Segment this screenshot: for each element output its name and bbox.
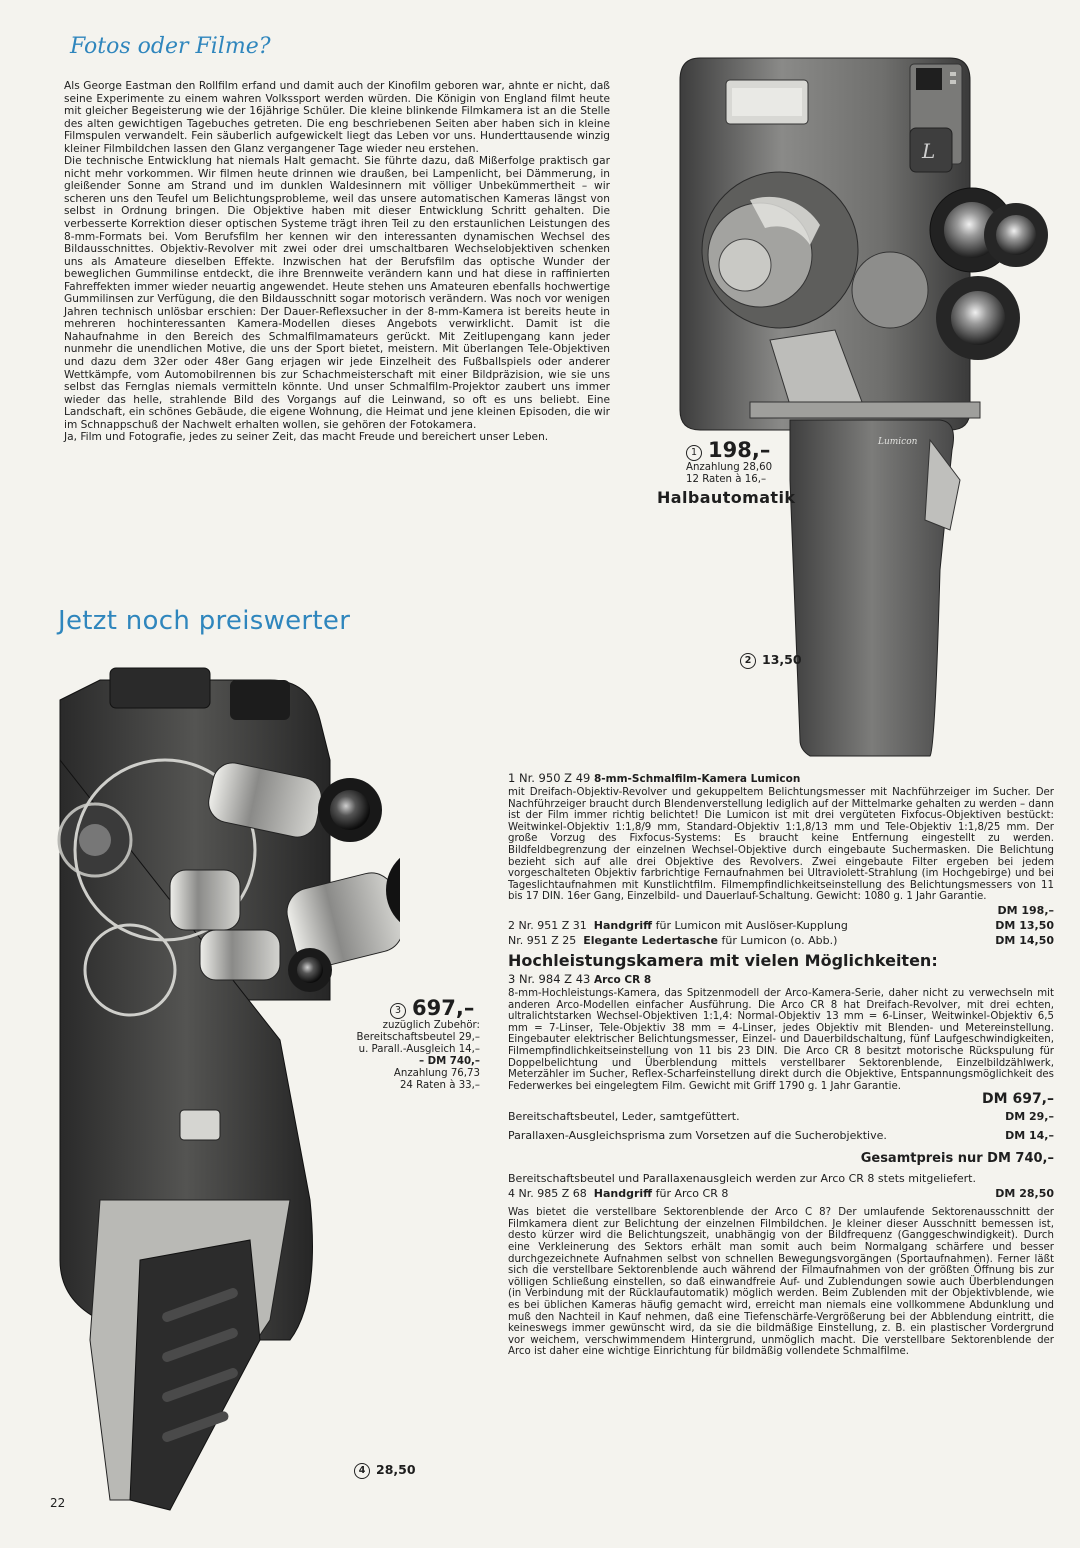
- intro-paragraph: Ja, Film und Fotografie, jedes zu seiner Zeit, das macht Freude und bereichert unser Leben.: [64, 431, 549, 444]
- callout-price: 13,50: [762, 652, 802, 667]
- acc1-desc: Bereitschaftsbeutel, Leder, samtgefüttert.: [508, 1110, 740, 1124]
- item2-title: Handgriff: [593, 918, 653, 932]
- item3-number: 3 Nr. 984 Z 43: [508, 971, 591, 986]
- callout-line: 24 Raten à 33,–: [399, 1080, 480, 1091]
- section-title: Jetzt noch preiswerter: [58, 606, 351, 636]
- intro-title: Fotos oder Filme?: [70, 34, 271, 59]
- item1-title: 8-mm-Schmalfilm-Kamera Lumicon: [594, 773, 801, 785]
- item2-number: 2 Nr. 951 Z 31: [508, 918, 587, 932]
- item4-number: 4 Nr. 985 Z 68: [508, 1187, 587, 1201]
- page-number: 22: [50, 1496, 66, 1510]
- item3-price-row: [508, 1092, 1054, 1107]
- callout-line: zuzüglich Zubehör:: [382, 1020, 480, 1031]
- callout-down-payment: Anzahlung 28,60: [686, 462, 773, 473]
- item1-heading: [508, 770, 1054, 787]
- halbautomatik-label: Halbautomatik: [657, 488, 796, 507]
- item3-description: 8-mm-Hochleistungs-Kamera, das Spitzenmodell der Arco-Kamera-Serie, daher nicht zu verwechseln mit anderen Arco-Modellen einfacher Ausführung. Die Arco CR 8 hat Dreifach-Revolver, mit drei echten, ultralichtstarken Wechsel-Objektiven 1:1,4: Normal-Objektiv 13 mm = 6-Linser, Weitwinkel-Objektiv 6,5 mm = 7-Linser, Tele-Objektiv 38 mm = 4-Linser, jedes Objektiv mit Blenden- und Metereinstellung. Eingebauter elektrischer Belichtungsmesser, Einzel- und Dauerbildschaltung, fünf Laufgeschwindigkeiten, Filmempfindlichkeitseinstellung von 11 bis 23 DIN. Die Arco CR 8 besitzt motorische Rückspulung für Doppelbelichtung und Überblendung mittels verstellbarer Sektorenblende, Einzelbildzählwerk, Meterzähler im Sucher, Reflex-Scharfeinstellung direkt durch die Objektive, Entspannungsmöglichkeit des Federwerkes bei eingelegtem Film. Gewicht mit Griff 1790 g. 1 Jahr Garantie.: [508, 987, 1054, 1092]
- intro-text: [64, 80, 610, 444]
- item-number-badge: 3: [390, 1003, 406, 1019]
- item4-row: [508, 1186, 1054, 1201]
- item2-price: DM 13,50: [995, 918, 1054, 932]
- item4-desc: für Arco CR 8: [655, 1187, 729, 1201]
- total-row: [508, 1151, 1054, 1166]
- callout-installments: 12 Raten à 16,–: [686, 474, 767, 485]
- intro-paragraph: Die technische Entwicklung hat niemals Halt gemacht. Sie führte dazu, daß Mißerfolge praktisch gar nicht mehr vorkommen. Wir filmen heute drinnen wie draußen, bei Lampenlicht, bei Dämmerung, in gleißender Sonne am Strand und im dunklen Waldesinnern mit völliger Unbekümmertheit – wir scheren uns den Teufel um Belichtungsprobleme, weil das unsere automatischen Kameras längst von selbst in Ordnung bringen. Die Objektive haben mit dieser Entwicklung Schritt gehalten. Die verbesserte Korrektion dieser optischen Systeme trägt ihren Teil zu den erstaunlichen Leistungen des 8-mm-Formats bei. Vom Berufsfilm her kennen wir den interessanten dynamischen Wechsel des Bildausschnittes. Objektiv-Revolver mit zwei oder drei umschaltbaren Wechselobjektiven schenken uns als Amateure dieselben Effekte. Inzwischen hat der Berufsfilm das optische Wunder der beweglichen Gummilinse entdeckt, die ihre Brennweite verändern kann und hat diese in raffinierten Fahreffekten immer wieder neuartig angewendet. Heute stehen uns Amateuren ebenfalls hochwertige Gummilinsen zur Verfügung, die den Bildausschnitt sogar motorisch verändern. Was noch vor wenigen Jahren technisch unlösbar erschien: Der Dauer-Reflexsucher in der 8-mm-Kamera ist bereits heute in mehreren hochinteressanten Kamera-Modellen dieses Angebots verwirklicht. Damit ist die Nahaufnahme in den Bereich des Schmalfilmamateurs gerückt. Mit Zeitlupengang kann jeder nunmehr die unendlichen Motive, die uns der Sport bietet, meistern. Mit überlangen Tele-Objektiven und dazu dem 32er oder 48er Gang erjagen wir jede Einzelheit des Fußballspiels oder anderer Wettkämpfe, vom Automobilrennen bis zur Schachmeisterschaft mit einer Bildpräzision, wie sie uns selbst das Fernglas niemals vermitteln könnte. Und unser Schmalfilm-Projektor zaubert uns immer wieder das helle, strahlende Bild des Vorgangs auf die Leinwand, so oft es uns beliebt. Eine Landschaft, ein schönes Gebäude, die eigene Wohnung, die Heimat und jene kleinen Episoden, die wir im Schnappschuß der Nachwelt erhalten wollen, sie gehören der Fotokamera.: [64, 155, 610, 431]
- intro-paragraph: Als George Eastman den Rollfilm erfand und damit auch der Kinofilm geboren war, ahnte er nicht, daß seine Experimente zu einem wahren Volkssport werden würden. Die Königin von England filmt heute mit gleicher Begeisterung wie der 16jährige Schüler. Die kleine blinkende Filmkamera ist an die Stelle des alten gewichtigen Tagebuches getreten. Die eng beschriebenen Seiten aber haben sich in kleine Filmspulen verwandelt. Fein säuberlich aufgewickelt liegt das Leben vor uns. Hunderttausende winzig kleiner Filmbildchen lassen den Glanz vergangener Tage wieder neu erstehen.: [64, 80, 610, 155]
- callout-line: – DM 740,–: [418, 1056, 480, 1067]
- item2-row: [508, 918, 1054, 933]
- item2b-row: [508, 933, 1054, 948]
- acc1-row: [508, 1109, 1054, 1124]
- item3-title: Arco CR 8: [594, 973, 652, 986]
- lumicon-badge: Lumicon: [878, 437, 918, 447]
- item1-price-row: [508, 903, 1054, 918]
- item2b-desc: für Lumicon (o. Abb.): [721, 933, 838, 947]
- callout-line: Anzahlung 76,73: [393, 1068, 480, 1079]
- price-callout-1: [686, 438, 772, 486]
- closing-text: Was bietet die verstellbare Sektorenblende der Arco C 8? Der umlaufende Sektorenausschnitt der Filmkamera dient zur Belichtung der einzelnen Filmbildchen. Je kleiner dieser Ausschnitt bemessen ist, desto kürzer wird die Belichtungszeit, unabhängig von der Bildfrequenz (Ganggeschwindigkeit). Durch eine Verkleinerung des Sektors erhält man somit auch beim Normalgang schärfere und besser durchgezeichnete Aufnahmen selbst von schnellen Bewegungsvorgängen (Sportaufnahmen). Ferner läßt sich die verstellbare Sektorenblende auch während der Filmaufnahmen von der größten Öffnung bis zur völligen Schließung einstellen, so daß einwandfreie Auf- und Zublendungen sowie auch Überblendungen (in Verbindung mit der Rücklaufautomatik) möglich werden. Beim Zublenden mit der Objektivblende, wie es bei üblichen Kameras häufig gemacht wird, erreicht man niemals eine vollkommene Abdunklung und muß den Nachteil in Kauf nehmen, daß eine Tiefenschärfe-Vergrößerung bei der Abblendung eintritt, die keineswegs immer gewünscht wird, da sie die bildmäßige Einstellung, z. B. ein plastischer Vordergrund vor weichem, verschwimmendem Hintergrund, unmöglich macht. Die verstellbare Sektorenblende der Arco ist daher eine wichtige Einrichtung für bildmäßig vollendete Schmalfilme.: [508, 1207, 1054, 1358]
- acc2-price: DM 14,–: [1005, 1129, 1054, 1143]
- callout-line: u. Parall.-Ausgleich 14,–: [358, 1044, 480, 1055]
- item2b-title: Elegante Ledertasche: [583, 933, 718, 947]
- included-note: Bereitschaftsbeutel und Parallaxenausgleich werden zur Arco CR 8 stets mitgeliefert.: [508, 1172, 976, 1186]
- item4-price: DM 28,50: [995, 1187, 1054, 1201]
- item4-title: Handgriff: [593, 1187, 653, 1201]
- callout-price: 198,–: [708, 438, 771, 462]
- item3-price: DM 697,–: [982, 1091, 1054, 1108]
- total-price: Gesamtpreis nur DM 740,–: [860, 1151, 1054, 1167]
- item2b-price: DM 14,50: [995, 933, 1054, 947]
- item2-desc: für Lumicon mit Auslöser-Kupplung: [655, 918, 848, 932]
- acc1-price: DM 29,–: [1005, 1110, 1054, 1124]
- item-number-badge: 4: [354, 1463, 370, 1479]
- callout-line: Bereitschaftsbeutel 29,–: [356, 1032, 480, 1043]
- price-callout-4: [354, 1462, 416, 1479]
- callout-price: 28,50: [376, 1462, 416, 1477]
- item1-number: 1 Nr. 950 Z 49: [508, 771, 591, 785]
- subheading: Hochleistungskamera mit vielen Möglichkeiten:: [508, 950, 938, 970]
- item1-price: DM 198,–: [997, 903, 1054, 917]
- callout-price: 697,–: [412, 996, 475, 1020]
- price-callout-3: [310, 996, 480, 1092]
- item1-description: mit Dreifach-Objektiv-Revolver und gekuppeltem Belichtungsmesser mit Nachführzeiger im Sucher. Der Nachführzeiger braucht durch Blendenverstellung lediglich auf der Mittelmarke gehalten zu werden – dann ist der Film immer richtig belichtet! Die Lumicon ist mit drei vergüteten Fixfocus-Objektiven bestückt: Weitwinkel-Objektiv 1:1,8/9 mm, Standard-Objektiv 1:1,8/13 mm und Tele-Objektiv 1:1,8/25 mm. Der große Vorzug des Fixfocus-Systems: Es braucht keine Entfernung eingestellt zu werden. Bildfeldbegrenzung der einzelnen Wechsel-Objektive durch eingebaute Suchermasken. Die Belichtung bezieht sich auf alle drei Objektive des Revolvers. Zwei eingebaute Filter ergeben bei jedem vorgeschalteten Objektiv farbrichtige Fernaufnahmen bei Ultraviolett-Strahlung (im Hochgebirge) und bei Tageslichtaufnahmen mit Kunstlichtfilm. Filmempfindlichkeitseinstellung des Belichtungsmessers von 11 bis 17 DIN. 16er Gang, Einzelbild- und Dauerlauf-Schaltung. Gewicht: 1080 g. 1 Jahr Garantie.: [508, 787, 1054, 903]
- lumicon-camera-image: [660, 50, 1060, 770]
- acc2-desc: Parallaxen-Ausgleichsprisma zum Vorsetzen auf die Sucherobjektive.: [508, 1129, 887, 1143]
- item3-heading: [508, 972, 1054, 988]
- svg-text:L: L: [922, 139, 936, 163]
- product-listing: [508, 770, 1054, 1358]
- item-number-badge: 1: [686, 445, 702, 461]
- item2b-number: Nr. 951 Z 25: [508, 933, 577, 947]
- acc2-row: [508, 1128, 1054, 1143]
- price-callout-2: [740, 652, 802, 669]
- item-number-badge: 2: [740, 653, 756, 669]
